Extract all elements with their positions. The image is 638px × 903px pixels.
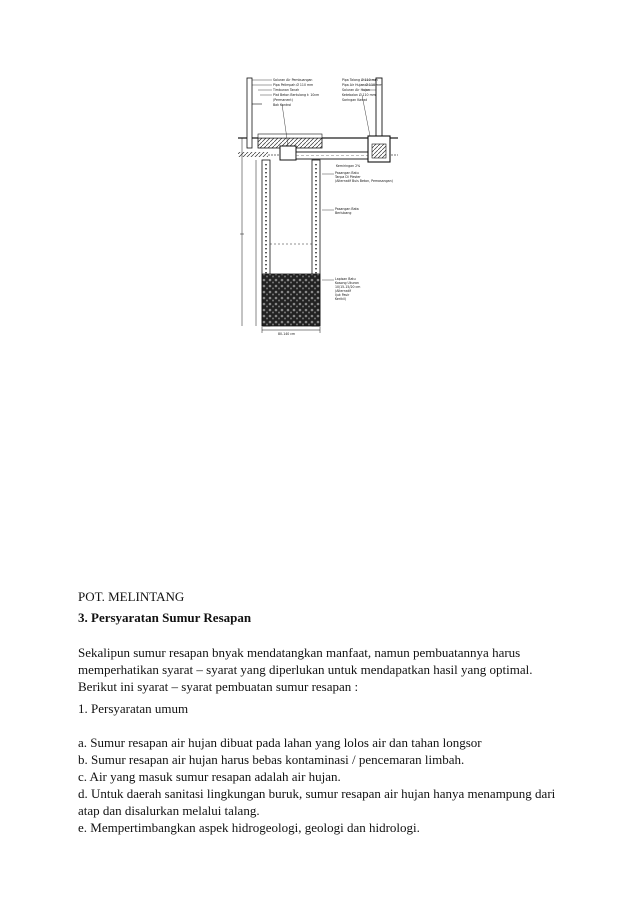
paragraph-line: memperhatikan syarat – syarat yang diperlukan untuk mendapatkan hasil yang optimal.	[78, 662, 533, 677]
label: Pipa Pelimpah Ø 110 mm	[273, 83, 314, 87]
list-item: c. Air yang masuk sumur resapan adalah air hujan.	[78, 769, 341, 784]
label: Berlubang	[335, 211, 352, 215]
width-dimension	[262, 327, 320, 336]
figure-caption: POT. MELINTANG	[78, 589, 185, 604]
label: Kerikil)	[335, 297, 346, 301]
label: (Permanent)	[273, 98, 293, 102]
label: Kemiringan 2%	[336, 164, 361, 168]
gravel-layer	[262, 274, 320, 326]
downpipe	[368, 78, 390, 162]
label: Saluran Air Pembuangan	[273, 78, 313, 82]
cross-section-diagram	[238, 74, 398, 336]
label: Tanpa Di Plester	[335, 175, 361, 179]
list-item: e. Mempertimbangkan aspek hidrogeologi, geologi dan hidrologi.	[78, 820, 420, 835]
subheading: 1. Persyaratan umum	[78, 701, 189, 716]
list-item: d. Untuk daerah sanitasi lingkungan buruk, sumur resapan air hujan hanya menampung dari	[78, 786, 556, 801]
list-item: atap dan disalurkan melalui talang.	[78, 803, 260, 818]
label: Pasangan Bata	[335, 207, 359, 211]
label: Ketebalan Ø 110 mm	[342, 93, 376, 97]
label: Plat Beton Bertulang t: 10cm	[273, 93, 320, 97]
label: Timbunan Tanah	[273, 88, 300, 92]
label: Lapisan Batu	[335, 277, 356, 281]
depth-dimension	[240, 138, 256, 326]
width-label: 80-140 cm	[278, 332, 296, 336]
label: Pipa Talang Ø 110 mm	[342, 78, 378, 82]
label: Pipa Air Hujan Ø 110 mm	[342, 83, 383, 87]
label: Ijuk Pasir	[335, 293, 350, 297]
labels-left	[272, 78, 319, 107]
list-item: a. Sumur resapan air hujan dibuat pada lahan yang lolos air dan tahan longsor	[78, 735, 482, 750]
label: 10/15-15/20 cm	[335, 285, 361, 289]
label: Saringan Kawat	[342, 98, 368, 102]
labels-mid	[334, 164, 393, 301]
rain-pipe	[296, 152, 374, 159]
control-box	[280, 146, 296, 160]
label: Bak Kontrol	[273, 103, 292, 107]
paragraph-line: Berikut ini syarat – syarat pembuatan sumur resapan :	[78, 679, 359, 694]
label: (Alternatif Buis Beton, Pemasangan)	[335, 179, 393, 183]
label: Pasangan Batu	[335, 171, 359, 175]
intro-paragraph	[78, 644, 568, 695]
list-item: b. Sumur resapan air hujan harus bebas kontaminasi / pencemaran limbah.	[78, 752, 465, 767]
label: Saluran Air Hujan	[342, 88, 370, 92]
label: Kosong Ukuran	[335, 281, 359, 285]
requirements-list	[78, 734, 568, 836]
label: (Alternatif	[335, 289, 352, 293]
section-heading: 3. Persyaratan Sumur Resapan	[78, 610, 252, 625]
paragraph-line: Sekalipun sumur resapan bnyak mendatangkan manfaat, namun pembuatannya harus	[78, 645, 521, 660]
